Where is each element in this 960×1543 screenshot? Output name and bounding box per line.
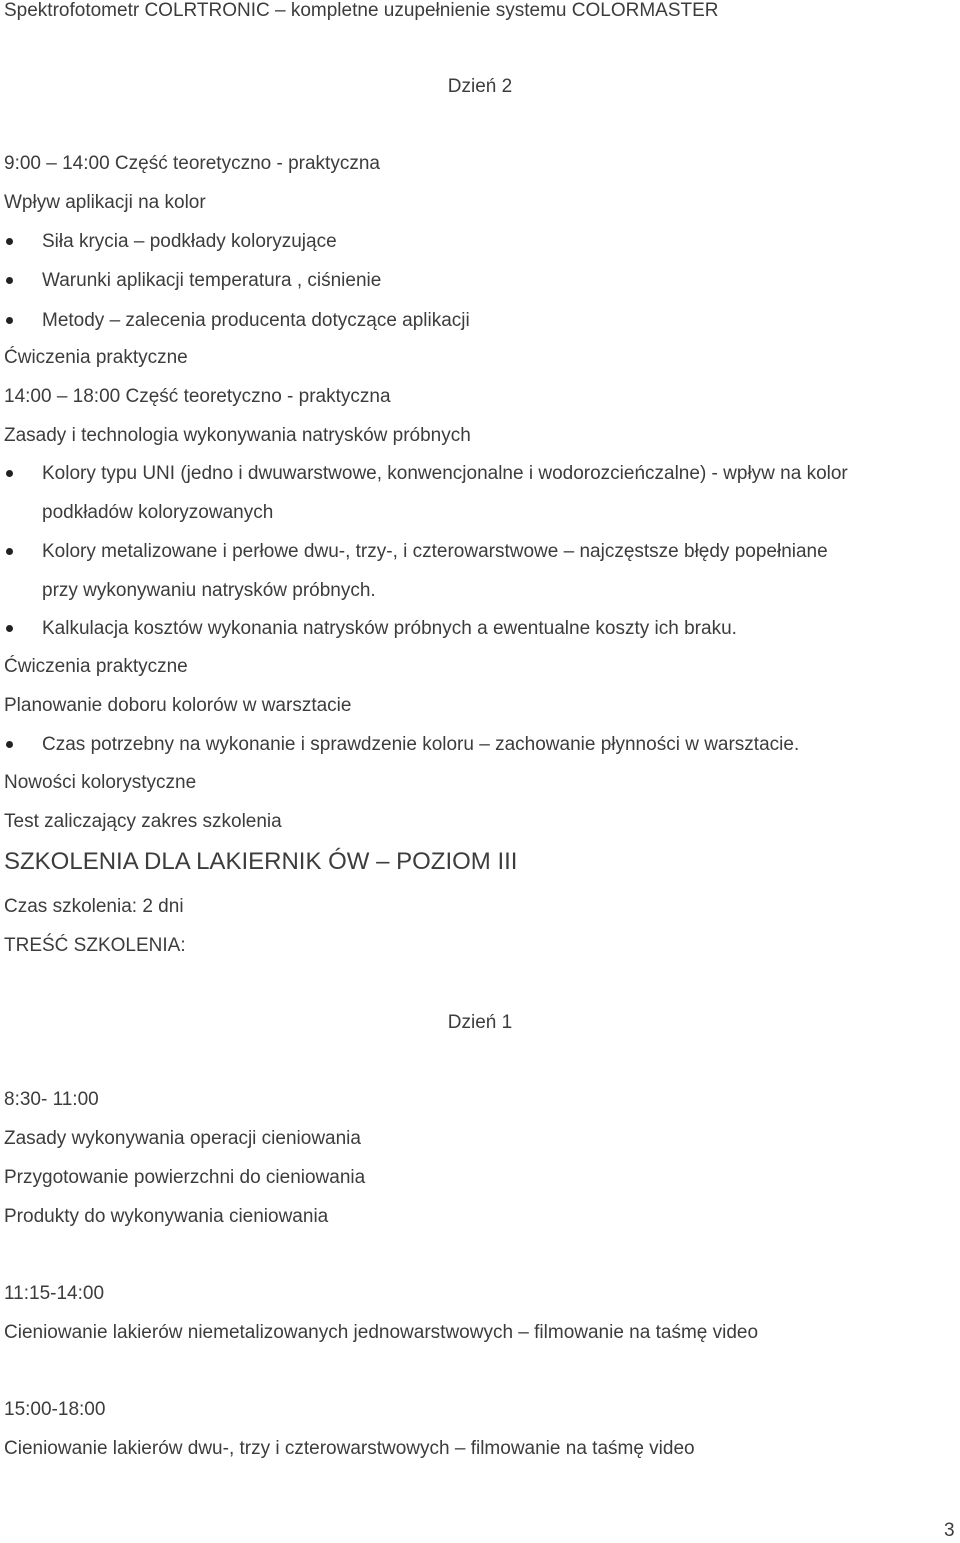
session1-time: 9:00 – 14:00 Część teoretyczno - praktyczna — [4, 153, 380, 174]
block3-time: 15:00-18:00 — [4, 1399, 106, 1420]
bullet-dot — [6, 317, 13, 324]
level3-title: SZKOLENIA DLA LAKIERNIK ÓW – POZIOM III — [4, 848, 518, 875]
bullet-dot — [6, 741, 13, 748]
session2-bullet2-line2: przy wykonywaniu natrysków próbnych. — [42, 580, 376, 601]
day1-heading: Dzień 1 — [447, 1012, 513, 1033]
bullet-dot — [6, 548, 13, 555]
test-heading: Test zaliczający zakres szkolenia — [4, 811, 282, 832]
block2-time: 11:15-14:00 — [4, 1283, 105, 1304]
session1-bullet: Siła krycia – podkłady koloryzujące — [42, 231, 337, 252]
bullet-dot — [6, 238, 13, 245]
page-number: 3 — [944, 1520, 955, 1541]
session2-time: 14:00 – 18:00 Część teoretyczno - praktyczna — [4, 386, 391, 407]
planning-bullet: Czas potrzebny na wykonanie i sprawdzenie koloru – zachowanie płynności w warsztacie. — [42, 734, 800, 755]
bullet-dot — [6, 277, 13, 284]
session2-bullet1-line1: Kolory typu UNI (jedno i dwuwarstwowe, konwencjonalne i wodorozcieńczalne) - wpływ na kolor — [42, 463, 848, 484]
block1-item: Przygotowanie powierzchni do cieniowania — [4, 1167, 366, 1188]
block3-item: Cieniowanie lakierów dwu-, trzy i czterowarstwowych – filmowanie na taśmę video — [4, 1438, 695, 1459]
document-header: Spektrofotometr COLRTRONIC – kompletne uzupełnienie systemu COLORMASTER — [4, 0, 719, 21]
session1-bullet: Warunki aplikacji temperatura , ciśnienie — [42, 270, 382, 291]
block1-item: Produkty do wykonywania cieniowania — [4, 1206, 329, 1227]
block1-item: Zasady wykonywania operacji cieniowania — [4, 1128, 361, 1149]
session2-bullet3: Kalkulacja kosztów wykonania natrysków próbnych a ewentualne koszty ich braku. — [42, 618, 737, 639]
block2-item: Cieniowanie lakierów niemetalizowanych jednowarstwowych – filmowanie na taśmę video — [4, 1322, 759, 1343]
session2-bullet1-line2: podkładów koloryzowanych — [42, 502, 274, 523]
training-content-label: TREŚĆ SZKOLENIA: — [4, 935, 186, 956]
exercises-label: Ćwiczenia praktyczne — [4, 347, 188, 368]
session1-topic: Wpływ aplikacji na kolor — [4, 192, 206, 213]
session2-topic: Zasady i technologia wykonywania natrysków próbnych — [4, 425, 471, 446]
bullet-dot — [6, 470, 13, 477]
block1-time: 8:30- 11:00 — [4, 1089, 99, 1110]
day2-heading: Dzień 2 — [447, 76, 513, 97]
planning-heading: Planowanie doboru kolorów w warsztacie — [4, 695, 352, 716]
news-heading: Nowości kolorystyczne — [4, 772, 197, 793]
session1-bullet: Metody – zalecenia producenta dotyczące aplikacji — [42, 310, 470, 331]
exercises-label: Ćwiczenia praktyczne — [4, 656, 188, 677]
bullet-dot — [6, 625, 13, 632]
training-duration: Czas szkolenia: 2 dni — [4, 896, 184, 917]
session2-bullet2-line1: Kolory metalizowane i perłowe dwu-, trzy-, i czterowarstwowe – najczęstsze błędy popełniane — [42, 541, 828, 562]
